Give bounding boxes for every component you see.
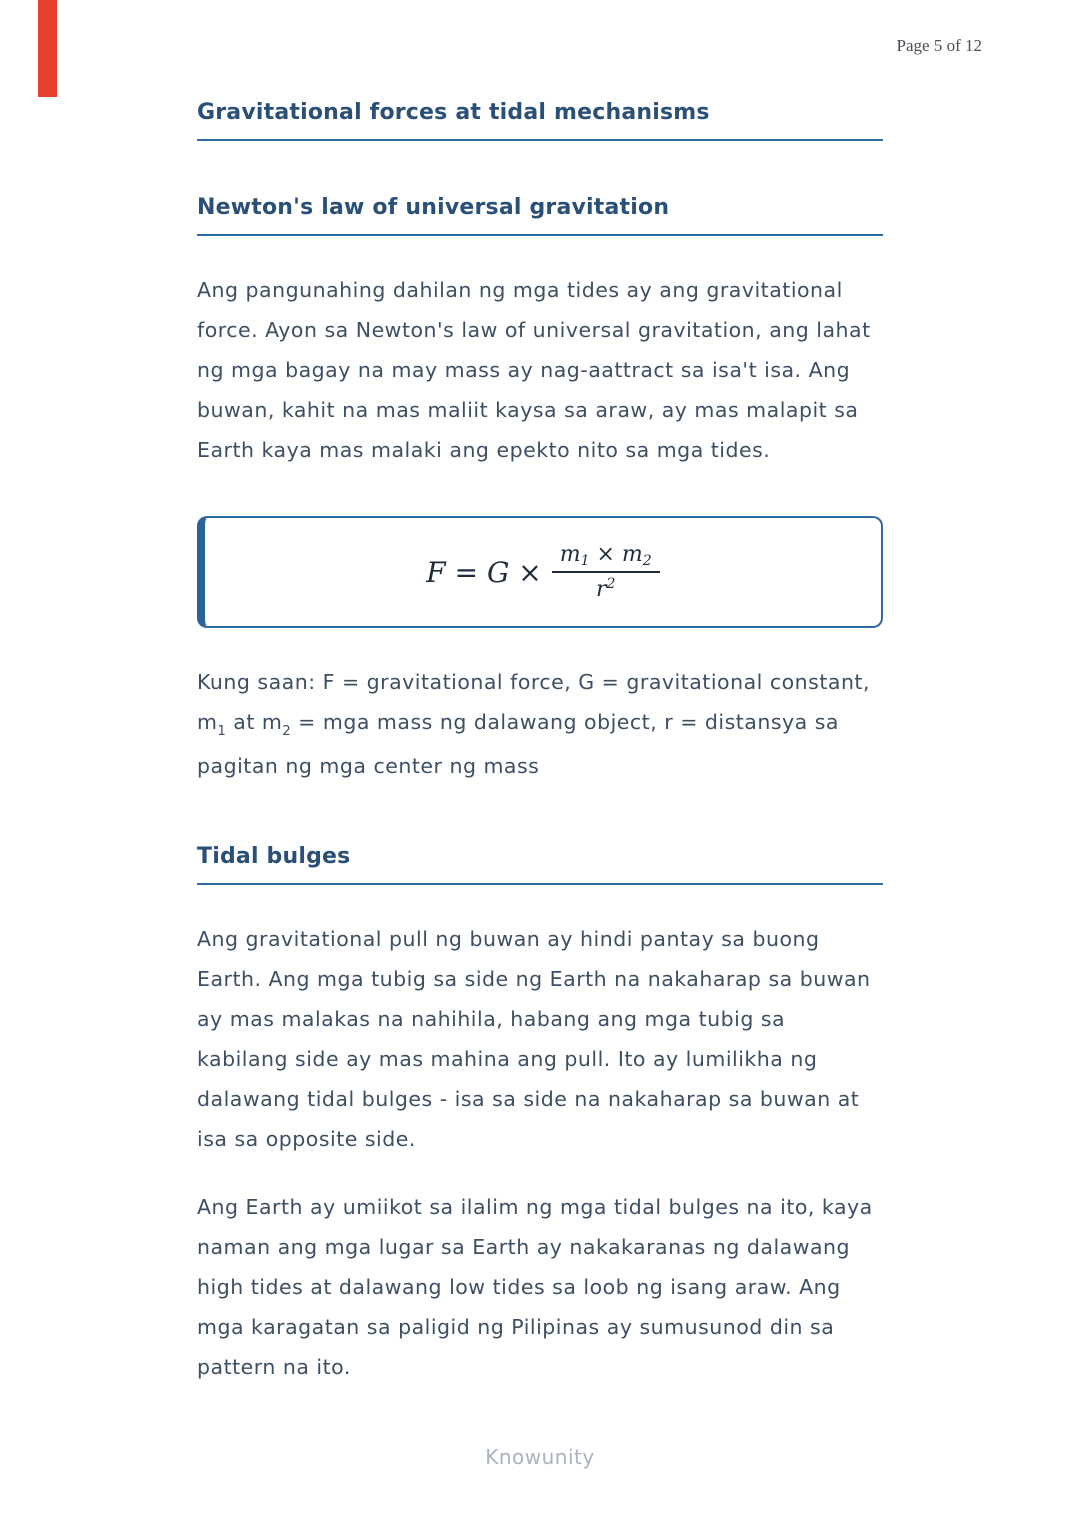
section-heading-gravitational-forces: Gravitational forces at tidal mechanisms <box>197 100 883 141</box>
paragraph-tidal-bulges-1: Ang gravitational pull ng buwan ay hindi pantay sa buong Earth. Ang mga tubig sa side ng Earth na nakaharap sa buwan ay mas malakas na nahihila, habang ang mga tubig sa kabilang side ay mas mahina ang pull. Ito ay lumilikha ng dalawang tidal bulges - isa sa side na nakaharap sa buwan at isa sa opposite side. <box>197 927 871 1151</box>
legend-m2-subscript: 2 <box>282 724 292 739</box>
section-heading-tidal-bulges: Tidal bulges <box>197 844 883 885</box>
paragraph-tidal-bulges-2: Ang Earth ay umiikot sa ilalim ng mga tidal bulges na ito, kaya naman ang mga lugar sa Earth ay nakakaranas ng dalawang high tides at dalawang low tides sa loob ng isang araw. Ang mga karagatan sa paligid ng Pilipinas ay sumusunod din sa pattern na ito. <box>197 1195 873 1379</box>
footer-brand: Knowunity <box>485 1445 595 1469</box>
formula-r-exponent: 2 <box>606 576 616 592</box>
formula-lhs: F = G × <box>426 555 542 589</box>
legend-part3: = mga mass ng dalawang object, r = distansya sa pagitan ng mga center ng mass <box>197 710 839 778</box>
formula-numerator <box>552 542 660 573</box>
legend-part2: at m <box>226 710 283 734</box>
formula-m2-subscript: 2 <box>642 553 652 569</box>
legend-part1: Kung saan: F = gravitational force, G = gravitational constant, m <box>197 670 870 734</box>
formula-m1: m <box>559 542 581 567</box>
formula-r: r <box>595 577 607 602</box>
paragraph-newtons-law: Ang pangunahing dahilan ng mga tides ay ang gravitational force. Ayon sa Newton's law of universal gravitation, ang lahat ng mga bagay na may mass ay nag-aattract sa isa't isa. Ang buwan, kahit na mas maliit kaysa sa araw, ay mas malapit sa Earth kaya mas malaki ang epekto nito sa mga tides. <box>197 278 871 462</box>
formula-m2: m <box>621 542 643 567</box>
red-edge-marker <box>38 0 57 97</box>
page-indicator: Page 5 of 12 <box>896 36 982 55</box>
formula-fraction <box>552 542 660 602</box>
formula-m1-subscript: 1 <box>580 553 590 569</box>
formula-box <box>197 516 883 628</box>
formula-denominator <box>552 573 660 602</box>
section-heading-newtons-law: Newton's law of universal gravitation <box>197 195 883 236</box>
formula-times: × <box>589 542 622 567</box>
document-content <box>197 0 883 1469</box>
legend-m1-subscript: 1 <box>217 724 227 739</box>
paragraph-formula-legend <box>197 662 883 786</box>
gravitation-formula <box>426 542 659 602</box>
